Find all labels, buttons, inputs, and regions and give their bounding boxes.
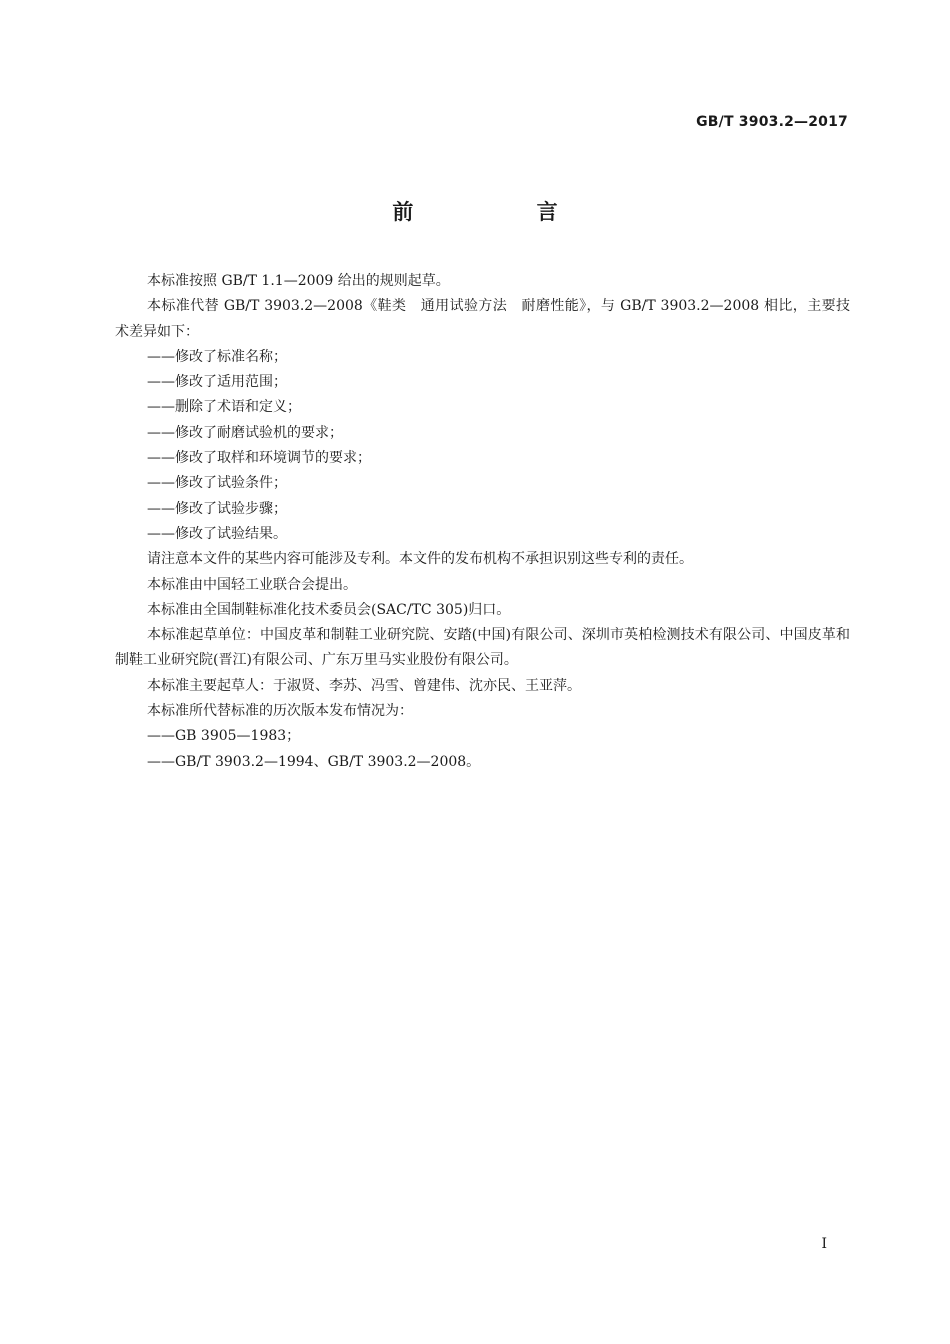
list-item: ——修改了耐磨试验机的要求； (147, 424, 343, 441)
paragraph-replacement: 本标准代替 GB/T 3903.2—2008《鞋类 通用试验方法 耐磨性能》，与 GB/T 3903.2—2008 相比，主要技术差异如下： (115, 298, 850, 340)
paragraph-committee: 本标准由全国制鞋标准化技术委员会(SAC/TC 305)归口。 (147, 601, 511, 618)
list-item: ——修改了试验条件； (147, 475, 287, 492)
list-item: ——修改了试验结果。 (147, 525, 287, 542)
document-body (115, 269, 850, 775)
list-item: ——GB 3905—1983； (147, 728, 301, 745)
list-item: ——修改了标准名称； (147, 348, 287, 365)
paragraph-patent-notice: 请注意本文件的某些内容可能涉及专利。本文件的发布机构不承担识别这些专利的责任。 (147, 551, 693, 568)
paragraph-drafting-units: 本标准起草单位：中国皮革和制鞋工业研究院、安踏(中国)有限公司、深圳市英柏检测技术有限公司、中国皮革和制鞋工业研究院(晋江)有限公司、广东万里马实业股份有限公司。 (115, 627, 850, 669)
paragraph-drafting-rules: 本标准按照 GB/T 1.1—2009 给出的规则起草。 (147, 273, 450, 289)
page-number: I (821, 1236, 827, 1252)
paragraph-previous-editions: 本标准所代替标准的历次版本发布情况为： (147, 703, 413, 720)
list-item: ——修改了取样和环境调节的要求； (147, 450, 371, 467)
paragraph-drafters: 本标准主要起草人：于淑贤、李苏、冯雪、曾建伟、沈亦民、王亚萍。 (147, 677, 581, 694)
list-item: ——删除了术语和定义； (147, 399, 301, 416)
page-title: 前 言 (392, 200, 616, 224)
list-item: ——GB/T 3903.2—1994、GB/T 3903.2—2008。 (147, 753, 481, 770)
standard-code: GB/T 3903.2—2017 (696, 114, 848, 130)
list-item: ——修改了试验步骤； (147, 500, 287, 517)
list-item: ——修改了适用范围； (147, 374, 287, 391)
paragraph-proposer: 本标准由中国轻工业联合会提出。 (147, 576, 357, 593)
